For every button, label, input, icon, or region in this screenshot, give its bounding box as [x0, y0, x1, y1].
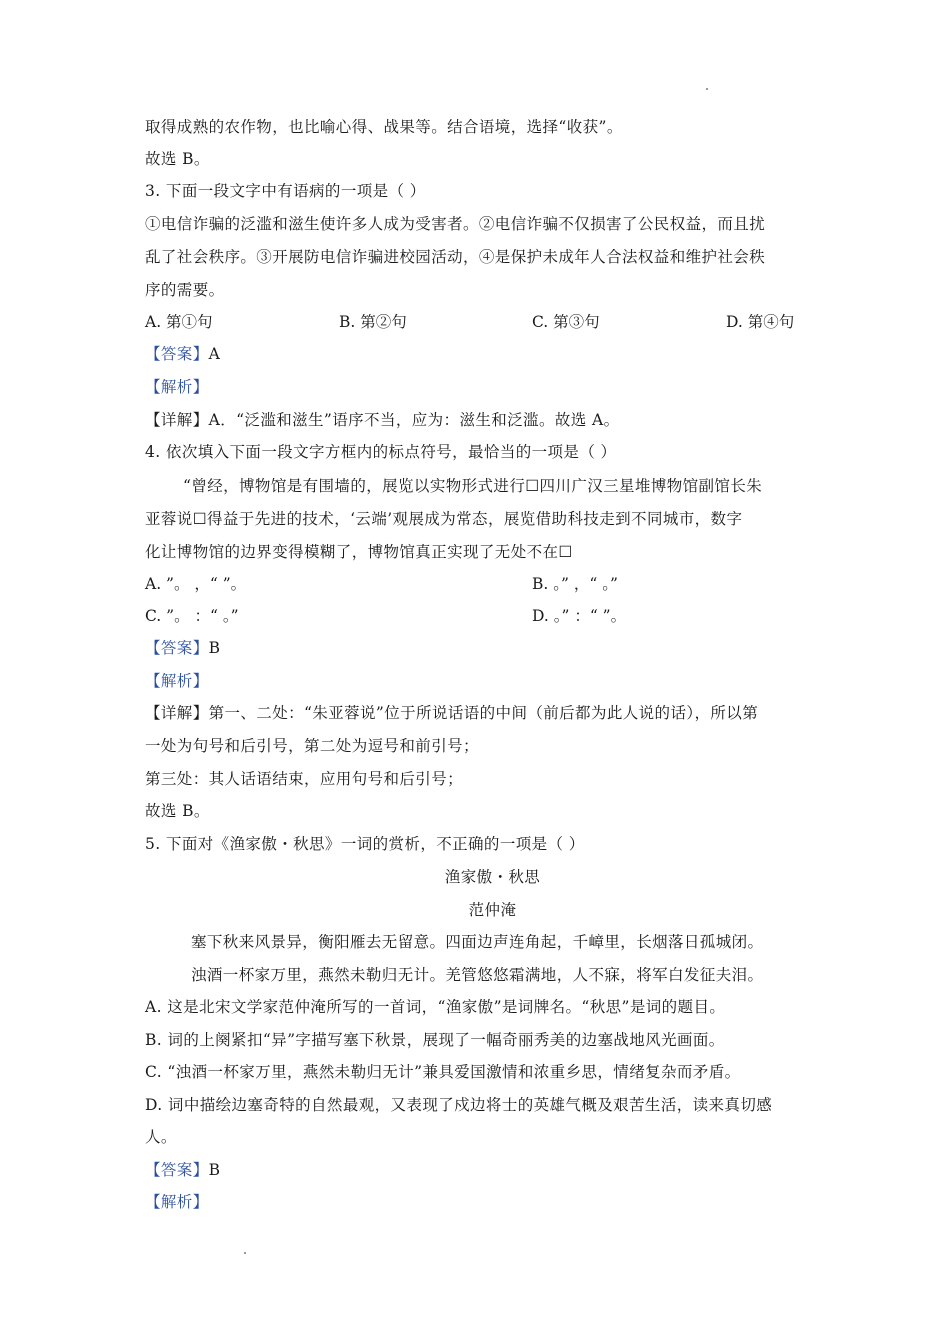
question-3-passage: 序的需要。 [145, 281, 225, 299]
poem-author: 范仲淹 [468, 901, 517, 919]
question-4-passage: “曾经，博物馆是有围墙的，展览以实物形式进行☐四川广汉三星堆博物馆副馆长朱 [183, 477, 763, 495]
question-4-option-b: B. 。” ，“ 。” [532, 575, 618, 593]
question-3-detail [145, 410, 619, 430]
question-3-answer [145, 344, 220, 364]
analysis-tag: 【解析】 [145, 1193, 209, 1211]
question-3-analysis [145, 377, 209, 397]
answer-value: A [208, 345, 221, 363]
question-4-analysis [145, 671, 209, 691]
question-4-detail [145, 703, 758, 723]
question-5-option-b: B. 词的上阕紧扣“异”字描写塞下秋景，展现了一幅奇丽秀美的边塞战地风光画面。 [145, 1031, 725, 1049]
poem-line: 塞下秋来风景异，衡阳雁去无留意。四面边声连角起，千嶂里，长烟落日孤城闭。 [191, 933, 764, 951]
question-4-passage: 化让博物馆的边界变得模糊了，博物馆真正实现了无处不在☐ [145, 543, 573, 561]
question-3-passage: ①电信诈骗的泛滥和滋生使许多人成为受害者。②电信诈骗不仅损害了公民权益，而且扰 [145, 215, 766, 233]
question-4-answer [145, 638, 220, 658]
poem-line: 浊酒一杯家万里，燕然未勒归无计。羌管悠悠霜满地，人不寐，将军白发征夫泪。 [191, 966, 764, 984]
question-5-stem: 5. 下面对《渔家傲・秋思》一词的赏析，不正确的一项是（ ） [145, 835, 585, 853]
question-3-option-a: A. 第①句 [145, 313, 213, 331]
question-5-option-c: C. “浊酒一杯家万里，燕然未勒归无计”兼具爱国激情和浓重乡思，情绪复杂而矛盾。 [145, 1063, 741, 1081]
answer-tag: 【答案】 [145, 345, 209, 363]
scan-dot-top [706, 88, 708, 90]
scan-dot-bottom [244, 1252, 246, 1254]
question-5-option-d: 人。 [145, 1128, 177, 1146]
poem-title: 渔家傲・秋思 [444, 868, 541, 886]
question-3-option-c: C. 第③句 [532, 313, 600, 331]
answer-tag: 【答案】 [145, 1161, 209, 1179]
question-4-option-d: D. 。” ：“ ”。 [532, 607, 627, 625]
answer-value: B [208, 639, 221, 657]
analysis-tag: 【解析】 [145, 672, 209, 690]
detail-tag: 【详解】 [145, 411, 209, 429]
answer-value: B [208, 1161, 221, 1179]
detail-text: 第一、二处：“朱亚蓉说”位于所说话语的中间（前后都为此人说的话），所以第 [208, 704, 759, 722]
question-4-stem: 4. 依次填入下面一段文字方框内的标点符号，最恰当的一项是（ ） [145, 443, 617, 461]
question-5-option-a: A. 这是北宋文学家范仲淹所写的一首词，“渔家傲”是词牌名。“秋思”是词的题目。 [145, 998, 726, 1016]
question-5-answer [145, 1160, 220, 1180]
question-4-detail: 第三处：其人话语结束，应用句号和后引号； [145, 770, 464, 788]
question-4-detail: 故选 B。 [145, 802, 210, 820]
answer-tag: 【答案】 [145, 639, 209, 657]
question-3-stem: 3. 下面一段文字中有语病的一项是（ ） [145, 182, 426, 200]
text-line: 取得成熟的农作物，也比喻心得、战果等。结合语境，选择“收获”。 [145, 118, 623, 136]
analysis-tag: 【解析】 [145, 378, 209, 396]
question-5-option-d: D. 词中描绘边塞奇特的自然最观，又表现了戍边将士的英雄气概及艰苦生活，读来真切感 [145, 1096, 773, 1114]
question-4-option-a: A. ”。 ，“ ”。 [145, 575, 247, 593]
question-4-option-c: C. ”。 ：“ 。” [145, 607, 239, 625]
question-5-analysis [145, 1192, 209, 1212]
detail-text: A．“泛滥和滋生”语序不当，应为：滋生和泛滥。故选 A。 [208, 411, 620, 429]
question-3-option-b: B. 第②句 [339, 313, 407, 331]
question-3-passage: 乱了社会秩序。③开展防电信诈骗进校园活动，④是保护未成年人合法权益和维护社会秩 [145, 248, 766, 266]
detail-tag: 【详解】 [145, 704, 209, 722]
question-4-detail: 一处为句号和后引号，第二处为逗号和前引号； [145, 737, 479, 755]
question-3-option-d: D. 第④句 [726, 313, 795, 331]
question-4-passage: 亚蓉说☐得益于先进的技术，‘云端’观展成为常态，展览借助科技走到不同城市，数字 [145, 510, 743, 528]
text-line: 故选 B。 [145, 150, 210, 168]
